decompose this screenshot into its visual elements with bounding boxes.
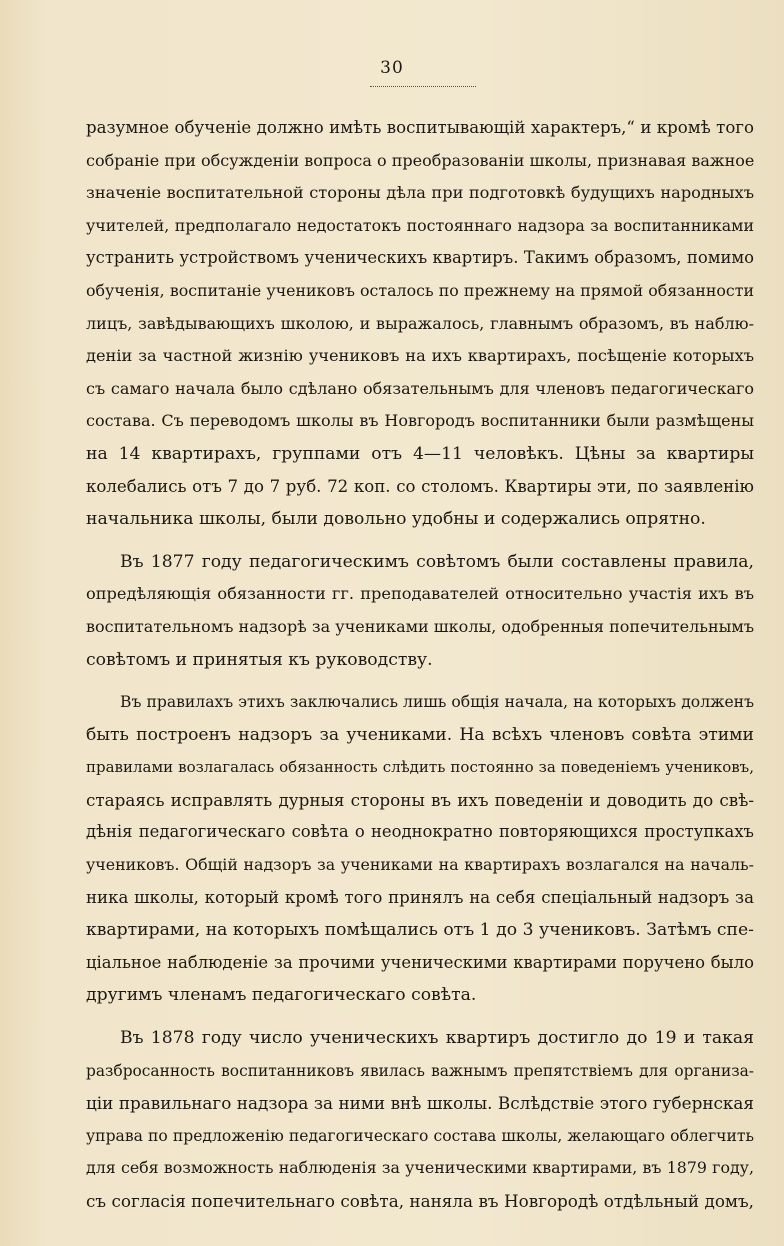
text-line: воспитательномъ надзорѣ за учениками школы, одобренныя попечительнымъ bbox=[86, 616, 754, 636]
text-line: учениковъ. Общій надзоръ за учениками на квартирахъ возлагался на началь- bbox=[86, 855, 754, 875]
text-line: собраніе при обсужденіи вопроса о преобразованіи школы, признавая важное bbox=[86, 150, 755, 170]
text-line: совѣтомъ и принятыя къ руководству. bbox=[86, 649, 433, 670]
text-line: дѣнія педагогическаго совѣта о неоднократно повторяющихся проступкахъ bbox=[86, 822, 754, 842]
text-line: устранить устройствомъ ученическихъ квартиръ. Такимъ образомъ, помимо bbox=[86, 248, 754, 268]
text-line: учителей, предполагало недостатокъ постояннаго надзора за воспитанниками bbox=[86, 215, 754, 235]
text-line: разбросанность воспитанниковъ явилась важнымъ препятствіемъ для организа- bbox=[86, 1061, 754, 1080]
text-line: съ согласія попечительнаго совѣта, наняла въ Новгородѣ отдѣльный домъ, bbox=[86, 1191, 754, 1211]
text-line: значеніе воспитательной стороны дѣла при подготовкѣ будущихъ народныхъ bbox=[86, 183, 754, 203]
paragraph-4 bbox=[86, 1022, 754, 1218]
text-line: начальника школы, были довольно удобны и содержались опрятно. bbox=[86, 509, 706, 530]
header-rule bbox=[370, 86, 476, 87]
text-line: для себя возможность наблюденія за ученическими квартирами, въ 1879 году, bbox=[86, 1158, 754, 1178]
text-line: управа по предложенію педагогическаго состава школы, желающаго облегчить bbox=[86, 1126, 754, 1145]
text-line: состава. Съ переводомъ школы въ Новгородъ воспитанники были размѣщены bbox=[86, 411, 754, 431]
text-line: колебались отъ 7 до 7 руб. 72 коп. со столомъ. Квартиры эти, по заявленію bbox=[86, 476, 754, 496]
text-line: разумное обученіе должно имѣть воспитывающій характеръ,“ и кромѣ того bbox=[86, 118, 754, 137]
text-line: ника школы, который кромѣ того принялъ на себя спеціальный надзоръ за bbox=[86, 887, 754, 907]
text-line: быть построенъ надзоръ за учениками. На всѣхъ членовъ совѣта этими bbox=[86, 724, 754, 745]
text-line: ціальное наблюденіе за прочими ученическими квартирами поручено было bbox=[86, 952, 754, 972]
text-line: другимъ членамъ педагогическаго совѣта. bbox=[86, 985, 477, 1006]
text-line: опредѣляющія обязанности гг. преподавателей относительно участія ихъ въ bbox=[86, 584, 754, 604]
text-line: ціи правильнаго надзора за ними внѣ школы. Вслѣдствіе этого губернская bbox=[86, 1093, 754, 1114]
text-line: Въ 1878 году число ученическихъ квартиръ достигло до 19 и такая bbox=[120, 1028, 754, 1049]
text-line: обученія, воспитаніе учениковъ осталось по прежнему на прямой обязанности bbox=[86, 280, 754, 300]
text-line: квартирами, на которыхъ помѣщались отъ 1 до 3 учениковъ. Затѣмъ спе- bbox=[86, 920, 754, 941]
text-line: правилами возлагалась обязанность слѣдить постоянно за поведеніемъ учениковъ, bbox=[86, 758, 754, 777]
paragraph-3 bbox=[86, 686, 754, 1012]
text-line: лицъ, завѣдывающихъ школою, и выражалось, главнымъ образомъ, въ наблю- bbox=[86, 313, 754, 333]
text-line: деніи за частной жизнію учениковъ на ихъ квартирахъ, посѣщеніе которыхъ bbox=[86, 346, 754, 366]
text-line: съ самаго начала было сдѣлано обязательнымъ для членовъ педагогическаго bbox=[86, 378, 754, 398]
text-line: Въ правилахъ этихъ заключались лишь общія начала, на которыхъ долженъ bbox=[120, 693, 754, 712]
paragraph-1 bbox=[86, 112, 754, 536]
text-line: на 14 квартирахъ, группами отъ 4—11 человѣкъ. Цѣны за квартиры bbox=[86, 443, 754, 464]
text-line: стараясь исправлять дурныя стороны въ ихъ поведеніи и доводить до свѣ- bbox=[86, 789, 754, 810]
text-line: Въ 1877 году педагогическимъ совѣтомъ были составлены правила, bbox=[120, 551, 754, 572]
body-text bbox=[86, 112, 754, 1228]
page-number: 30 bbox=[380, 58, 404, 78]
paragraph-2 bbox=[86, 546, 754, 676]
